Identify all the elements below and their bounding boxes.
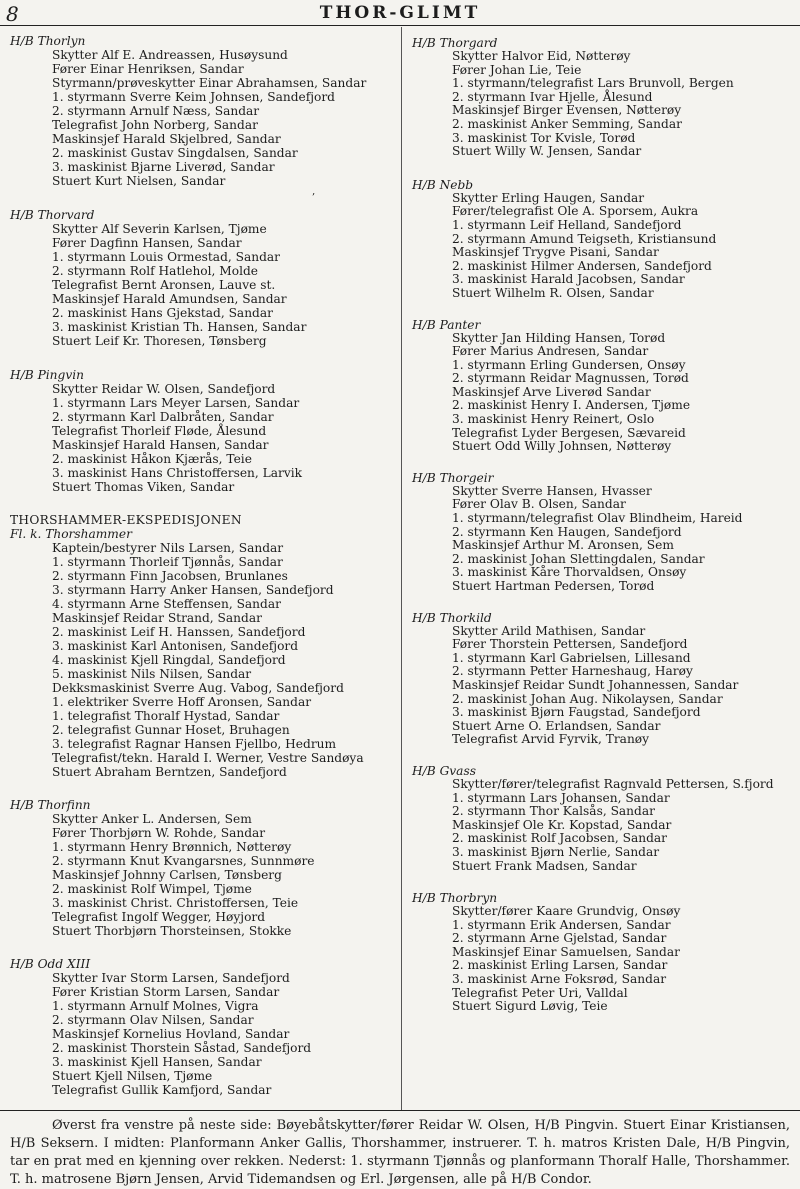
crew-list [10, 48, 398, 188]
crew-member: Maskinsjef Johnny Carlsen, Tønsberg [52, 868, 282, 882]
crew-member: 3. maskinist Arne Foksrød, Sandar [452, 972, 667, 987]
crew-member: 2. maskinist Hans Gjekstad, Sandar [52, 306, 273, 320]
crew-member: 2. maskinist Leif H. Hanssen, Sandefjord [52, 625, 306, 639]
crew-member: 2. styrmann Petter Harneshaug, Harøy [452, 664, 693, 679]
crew-member: 2. styrmann Amund Teigseth, Kristiansund [452, 231, 717, 246]
ship-name: H/B Thorgard [412, 36, 498, 50]
crew-member: Telegrafist Gullik Kamfjord, Sandar [52, 1083, 272, 1097]
crew-member: 2. styrmann Rolf Hatlehol, Molde [52, 264, 259, 278]
crew-member: Stuert Frank Madsen, Sandar [452, 858, 637, 873]
crew-member: 3. maskinist Karl Antonisen, Sandefjord [52, 639, 299, 653]
crew-list [412, 485, 798, 594]
crew-member: 3. maskinist Kjell Hansen, Sandar [52, 1055, 262, 1069]
crew-member: Telegrafist/tekn. Harald I. Werner, Vestre Sandøya [52, 751, 364, 765]
ship-block [412, 471, 798, 594]
crew-member: 2. styrmann Arnulf Næss, Sandar [52, 104, 260, 118]
crew-member: Maskinsjef Harald Skjelbred, Sandar [52, 132, 281, 146]
crew-member: 1. styrmann Thorleif Tjønnås, Sandar [52, 555, 283, 569]
crew-member: 3. maskinist Hans Christoffersen, Larvik [52, 466, 303, 480]
crew-member: 2. maskinist Erling Larsen, Sandar [452, 958, 668, 973]
crew-member: 2. styrmann Knut Kvangarsnes, Sunnmøre [52, 854, 315, 868]
crew-list [10, 382, 398, 494]
crew-member: 3. maskinist Bjørn Nerlie, Sandar [452, 844, 660, 859]
crew-list [10, 812, 398, 938]
crew-member: 2. styrmann Karl Dalbråten, Sandar [52, 410, 274, 424]
crew-member: Maskinsjef Reidar Sundt Johannessen, Sandar [452, 677, 739, 692]
crew-list [10, 971, 398, 1097]
crew-member: 2. maskinist Anker Semming, Sandar [452, 116, 682, 131]
crew-member: 3. maskinist Christ. Christoffersen, Teie [52, 896, 299, 910]
crew-member: Fører Olav B. Olsen, Sandar [452, 497, 626, 512]
photo-caption: Øverst fra venstre på neste side: Bøyebåtskytter/fører Reidar W. Olsen, H/B Pingvin. Stuert Einar Kristiansen, H/B Seksern. I midten: Planformann Anker Gallis, Thorshammer, instruerer. T. h. matros Kristen Dale, H/B Pingvin, tar en prat med en kjenning over rekken. Nederst: 1. styrmann Tjønnås og planformann Thoralf Halle, Thorshammer. T. h. matrosene Bjørn Jensen, Arvid Tidemandsen og Erl. Jørgensen, alle på H/B Condor. [10, 1118, 790, 1187]
crew-member: Fører Kristian Storm Larsen, Sandar [52, 985, 280, 999]
crew-list [10, 222, 398, 348]
crew-member: 3. maskinist Henry Reinert, Oslo [452, 412, 655, 427]
crew-list [412, 778, 798, 873]
crew-list [412, 50, 798, 159]
crew-member: Stuert Arne O. Erlandsen, Sandar [452, 718, 661, 733]
crew-member: Skytter Alf E. Andreassen, Husøysund [52, 48, 288, 62]
crew-member: Styrmann/prøveskytter Einar Abrahamsen, Sandar [52, 76, 367, 90]
crew-member: Skytter/fører Kaare Grundvig, Onsøy [452, 904, 681, 919]
crew-member: Skytter Arild Mathisen, Sandar [452, 623, 646, 638]
right-column [412, 36, 798, 1014]
crew-member: 2. styrmann Thor Kalsås, Sandar [452, 804, 655, 819]
ship-block [412, 36, 798, 159]
crew-member: 1. styrmann Leif Helland, Sandefjord [452, 217, 682, 232]
crew-member: Stuert Kurt Nielsen, Sandar [52, 174, 226, 188]
crew-member: 2. styrmann Arne Gjelstad, Sandar [452, 931, 667, 946]
crew-member: 1. styrmann Louis Ormestad, Sandar [52, 250, 280, 264]
crew-member: Stuert Abraham Berntzen, Sandefjord [52, 765, 287, 779]
crew-member: 2. maskinist Rolf Jacobsen, Sandar [452, 831, 667, 846]
crew-member: 2. maskinist Rolf Wimpel, Tjøme [52, 882, 252, 896]
crew-member: 2. styrmann Reidar Magnussen, Torød [452, 371, 689, 386]
crew-member: Telegrafist Thorleif Fløde, Ålesund [52, 424, 267, 438]
crew-member: 2. maskinist Hilmer Andersen, Sandefjord [452, 258, 712, 273]
ship-block [412, 611, 798, 747]
crew-member: 3. maskinist Kristian Th. Hansen, Sandar [52, 320, 307, 334]
crew-member: Skytter/fører/telegrafist Ragnvald Pettersen, S.fjord [452, 776, 774, 791]
crew-member: Maskinsjef Kornelius Hovland, Sandar [52, 1027, 290, 1041]
crew-member: Skytter Ivar Storm Larsen, Sandefjord [52, 971, 290, 985]
ship-name: H/B Thorlyn [10, 34, 86, 48]
crew-member: 2. styrmann Olav Nilsen, Sandar [52, 1013, 254, 1027]
crew-member: Skytter Alf Severin Karlsen, Tjøme [52, 222, 267, 236]
column-divider [401, 27, 402, 1110]
ship-name: H/B Nebb [412, 177, 474, 192]
crew-member: Telegrafist Peter Uri, Valldal [452, 985, 628, 1000]
caption-rule [0, 1110, 800, 1111]
ship-name: Fl. k. Thorshammer [10, 527, 132, 541]
crew-member: 2. maskinist Johan Slettingdalen, Sandar [452, 551, 705, 566]
crew-member: Maskinsjef Arthur M. Aronsen, Sem [452, 538, 674, 553]
ship-block [412, 178, 798, 301]
crew-member: 3. maskinist Bjarne Liverød, Sandar [52, 160, 275, 174]
ship-name: H/B Thorgeir [412, 470, 494, 485]
crew-list [412, 625, 798, 747]
crew-member: 1. styrmann/telegrafist Lars Brunvoll, Bergen [452, 76, 734, 91]
crew-member: Stuert Sigurd Løvig, Teie [452, 999, 608, 1014]
crew-member: 1. styrmann/telegrafist Olav Blindheim, Hareid [452, 511, 743, 526]
crew-member: 1. styrmann Henry Brønnich, Nøtterøy [52, 840, 292, 854]
crew-member: 1. styrmann Sverre Keim Johnsen, Sandefjord [52, 90, 335, 104]
crew-member: Skytter Jan Hilding Hansen, Torød [452, 330, 666, 345]
crew-member: Maskinsjef Reidar Strand, Sandar [52, 611, 262, 625]
crew-member: Fører Johan Lie, Teie [452, 62, 582, 77]
ship-block [10, 34, 398, 188]
crew-member: Fører Thorstein Pettersen, Sandefjord [452, 637, 688, 652]
ship-name: H/B Thorbryn [412, 891, 498, 906]
crew-member: Stuert Kjell Nilsen, Tjøme [52, 1069, 213, 1083]
magazine-title: THOR-GLIMT [319, 3, 481, 23]
ship-name: H/B Panter [412, 317, 481, 332]
crew-member: 1. elektriker Sverre Hoff Aronsen, Sandar [52, 695, 312, 709]
crew-member: Fører Einar Henriksen, Sandar [52, 62, 244, 76]
crew-member: Fører Thorbjørn W. Rohde, Sandar [52, 826, 266, 840]
crew-member: Stuert Thorbjørn Thorsteinsen, Stokke [52, 924, 292, 938]
crew-member: Stuert Odd Willy Johnsen, Nøtterøy [452, 439, 672, 454]
crew-list [412, 192, 798, 301]
ship-block [10, 208, 398, 348]
crew-member: Stuert Thomas Viken, Sandar [52, 480, 235, 494]
crew-member: Maskinsjef Harald Hansen, Sandar [52, 438, 269, 452]
crew-member: Telegrafist John Norberg, Sandar [52, 118, 258, 132]
crew-member: Skytter Sverre Hansen, Hvasser [452, 483, 652, 498]
crew-member: 1. styrmann Karl Gabrielsen, Lillesand [452, 650, 691, 665]
crew-member: 1. styrmann Erling Gundersen, Onsøy [452, 357, 686, 372]
crew-member: 2. maskinist Johan Aug. Nikolaysen, Sandar [452, 691, 723, 706]
ship-block [10, 798, 398, 938]
expedition-title: THORSHAMMER-EKSPEDISJONEN [10, 513, 242, 527]
ship-block [10, 957, 398, 1097]
crew-member: Telegrafist Lyder Bergesen, Sævareid [452, 425, 686, 440]
crew-member: 2. maskinist Thorstein Såstad, Sandefjord [52, 1041, 312, 1055]
crew-member: Stuert Hartman Pedersen, Torød [452, 579, 655, 593]
crew-member: 1. styrmann Lars Johansen, Sandar [452, 790, 670, 805]
crew-member: 4. maskinist Kjell Ringdal, Sandefjord [52, 653, 286, 667]
crew-member: Maskinsjef Ole Kr. Kopstad, Sandar [452, 817, 672, 832]
crew-list [412, 332, 798, 454]
ship-block [10, 513, 398, 779]
ship-name: H/B Thorvard [10, 208, 95, 222]
crew-member: 2. styrmann Finn Jacobsen, Brunlanes [52, 569, 288, 583]
crew-member: Maskinsjef Einar Samuelsen, Sandar [452, 944, 680, 959]
crew-member: 2. styrmann Ken Haugen, Sandefjord [452, 524, 682, 539]
crew-member: 1. telegrafist Thoralf Hystad, Sandar [52, 709, 280, 723]
crew-member: 3. styrmann Harry Anker Hansen, Sandefjord [52, 583, 334, 597]
crew-member: Telegrafist Ingolf Wegger, Høyjord [52, 910, 266, 924]
crew-member: 4. styrmann Arne Steffensen, Sandar [52, 597, 281, 611]
crew-member: Skytter Halvor Eid, Nøtterøy [452, 49, 631, 63]
crew-member: 2. maskinist Gustav Singdalsen, Sandar [52, 146, 298, 160]
ship-name: H/B Thorkild [412, 610, 492, 625]
crew-member: Stuert Leif Kr. Thoresen, Tønsberg [52, 334, 267, 348]
crew-member: 3. maskinist Kåre Thorvaldsen, Onsøy [452, 565, 687, 580]
left-column [10, 34, 398, 1097]
page-number: 8 [6, 2, 19, 26]
ship-name: H/B Gvass [412, 763, 476, 778]
crew-member: 2. maskinist Henry I. Andersen, Tjøme [452, 398, 691, 413]
crew-member: 3. maskinist Tor Kvisle, Torød [452, 130, 636, 145]
crew-member: Kaptein/bestyrer Nils Larsen, Sandar [52, 541, 284, 555]
crew-member: 1. styrmann Lars Meyer Larsen, Sandar [52, 396, 300, 410]
crew-member: 2. styrmann Ivar Hjelle, Ålesund [452, 89, 653, 104]
ship-block [412, 764, 798, 873]
crew-member: 2. maskinist Håkon Kjærås, Teie [52, 452, 252, 466]
crew-member: Maskinsjef Birger Evensen, Nøtterøy [452, 103, 682, 118]
crew-list [10, 541, 398, 779]
crew-member: Maskinsjef Trygve Pisani, Sandar [452, 245, 659, 260]
crew-member: Maskinsjef Harald Amundsen, Sandar [52, 292, 287, 306]
crew-member: Telegrafist Arvid Fyrvik, Tranøy [452, 732, 650, 747]
crew-member: 3. maskinist Harald Jacobsen, Sandar [452, 272, 685, 287]
crew-member: Dekksmaskinist Sverre Aug. Vabog, Sandefjord [52, 681, 344, 695]
crew-member: Fører Dagfinn Hansen, Sandar [52, 236, 242, 250]
ship-block [412, 318, 798, 454]
crew-member: Telegrafist Bernt Aronsen, Lauve st. [52, 278, 276, 292]
crew-member: Skytter Erling Haugen, Sandar [452, 190, 645, 205]
crew-member: Stuert Wilhelm R. Olsen, Sandar [452, 285, 654, 300]
crew-member: 3. maskinist Bjørn Faugstad, Sandefjord [452, 705, 701, 720]
ship-block [10, 368, 398, 494]
stray-mark: ‚ [312, 186, 316, 197]
crew-member: Skytter Reidar W. Olsen, Sandefjord [52, 382, 276, 396]
page-header [0, 0, 800, 32]
header-rule [0, 25, 800, 26]
crew-list [412, 905, 798, 1014]
ship-name: H/B Pingvin [10, 368, 84, 382]
ship-block [412, 891, 798, 1014]
crew-member: Stuert Willy W. Jensen, Sandar [452, 144, 642, 159]
crew-member: 2. telegrafist Gunnar Hoset, Bruhagen [52, 723, 290, 737]
crew-member: Fører/telegrafist Ole A. Sporsem, Aukra [452, 204, 699, 219]
crew-member: Skytter Anker L. Andersen, Sem [52, 812, 252, 826]
crew-member: 5. maskinist Nils Nilsen, Sandar [52, 667, 252, 681]
crew-member: Maskinsjef Arve Liverød Sandar [452, 384, 651, 399]
ship-name: H/B Thorfinn [10, 798, 91, 812]
crew-member: 3. telegrafist Ragnar Hansen Fjellbo, Hedrum [52, 737, 337, 751]
crew-member: 1. styrmann Arnulf Molnes, Vigra [52, 999, 259, 1013]
ship-name: H/B Odd XIII [10, 957, 91, 971]
crew-member: Fører Marius Andresen, Sandar [452, 344, 649, 359]
crew-member: 1. styrmann Erik Andersen, Sandar [452, 917, 671, 932]
